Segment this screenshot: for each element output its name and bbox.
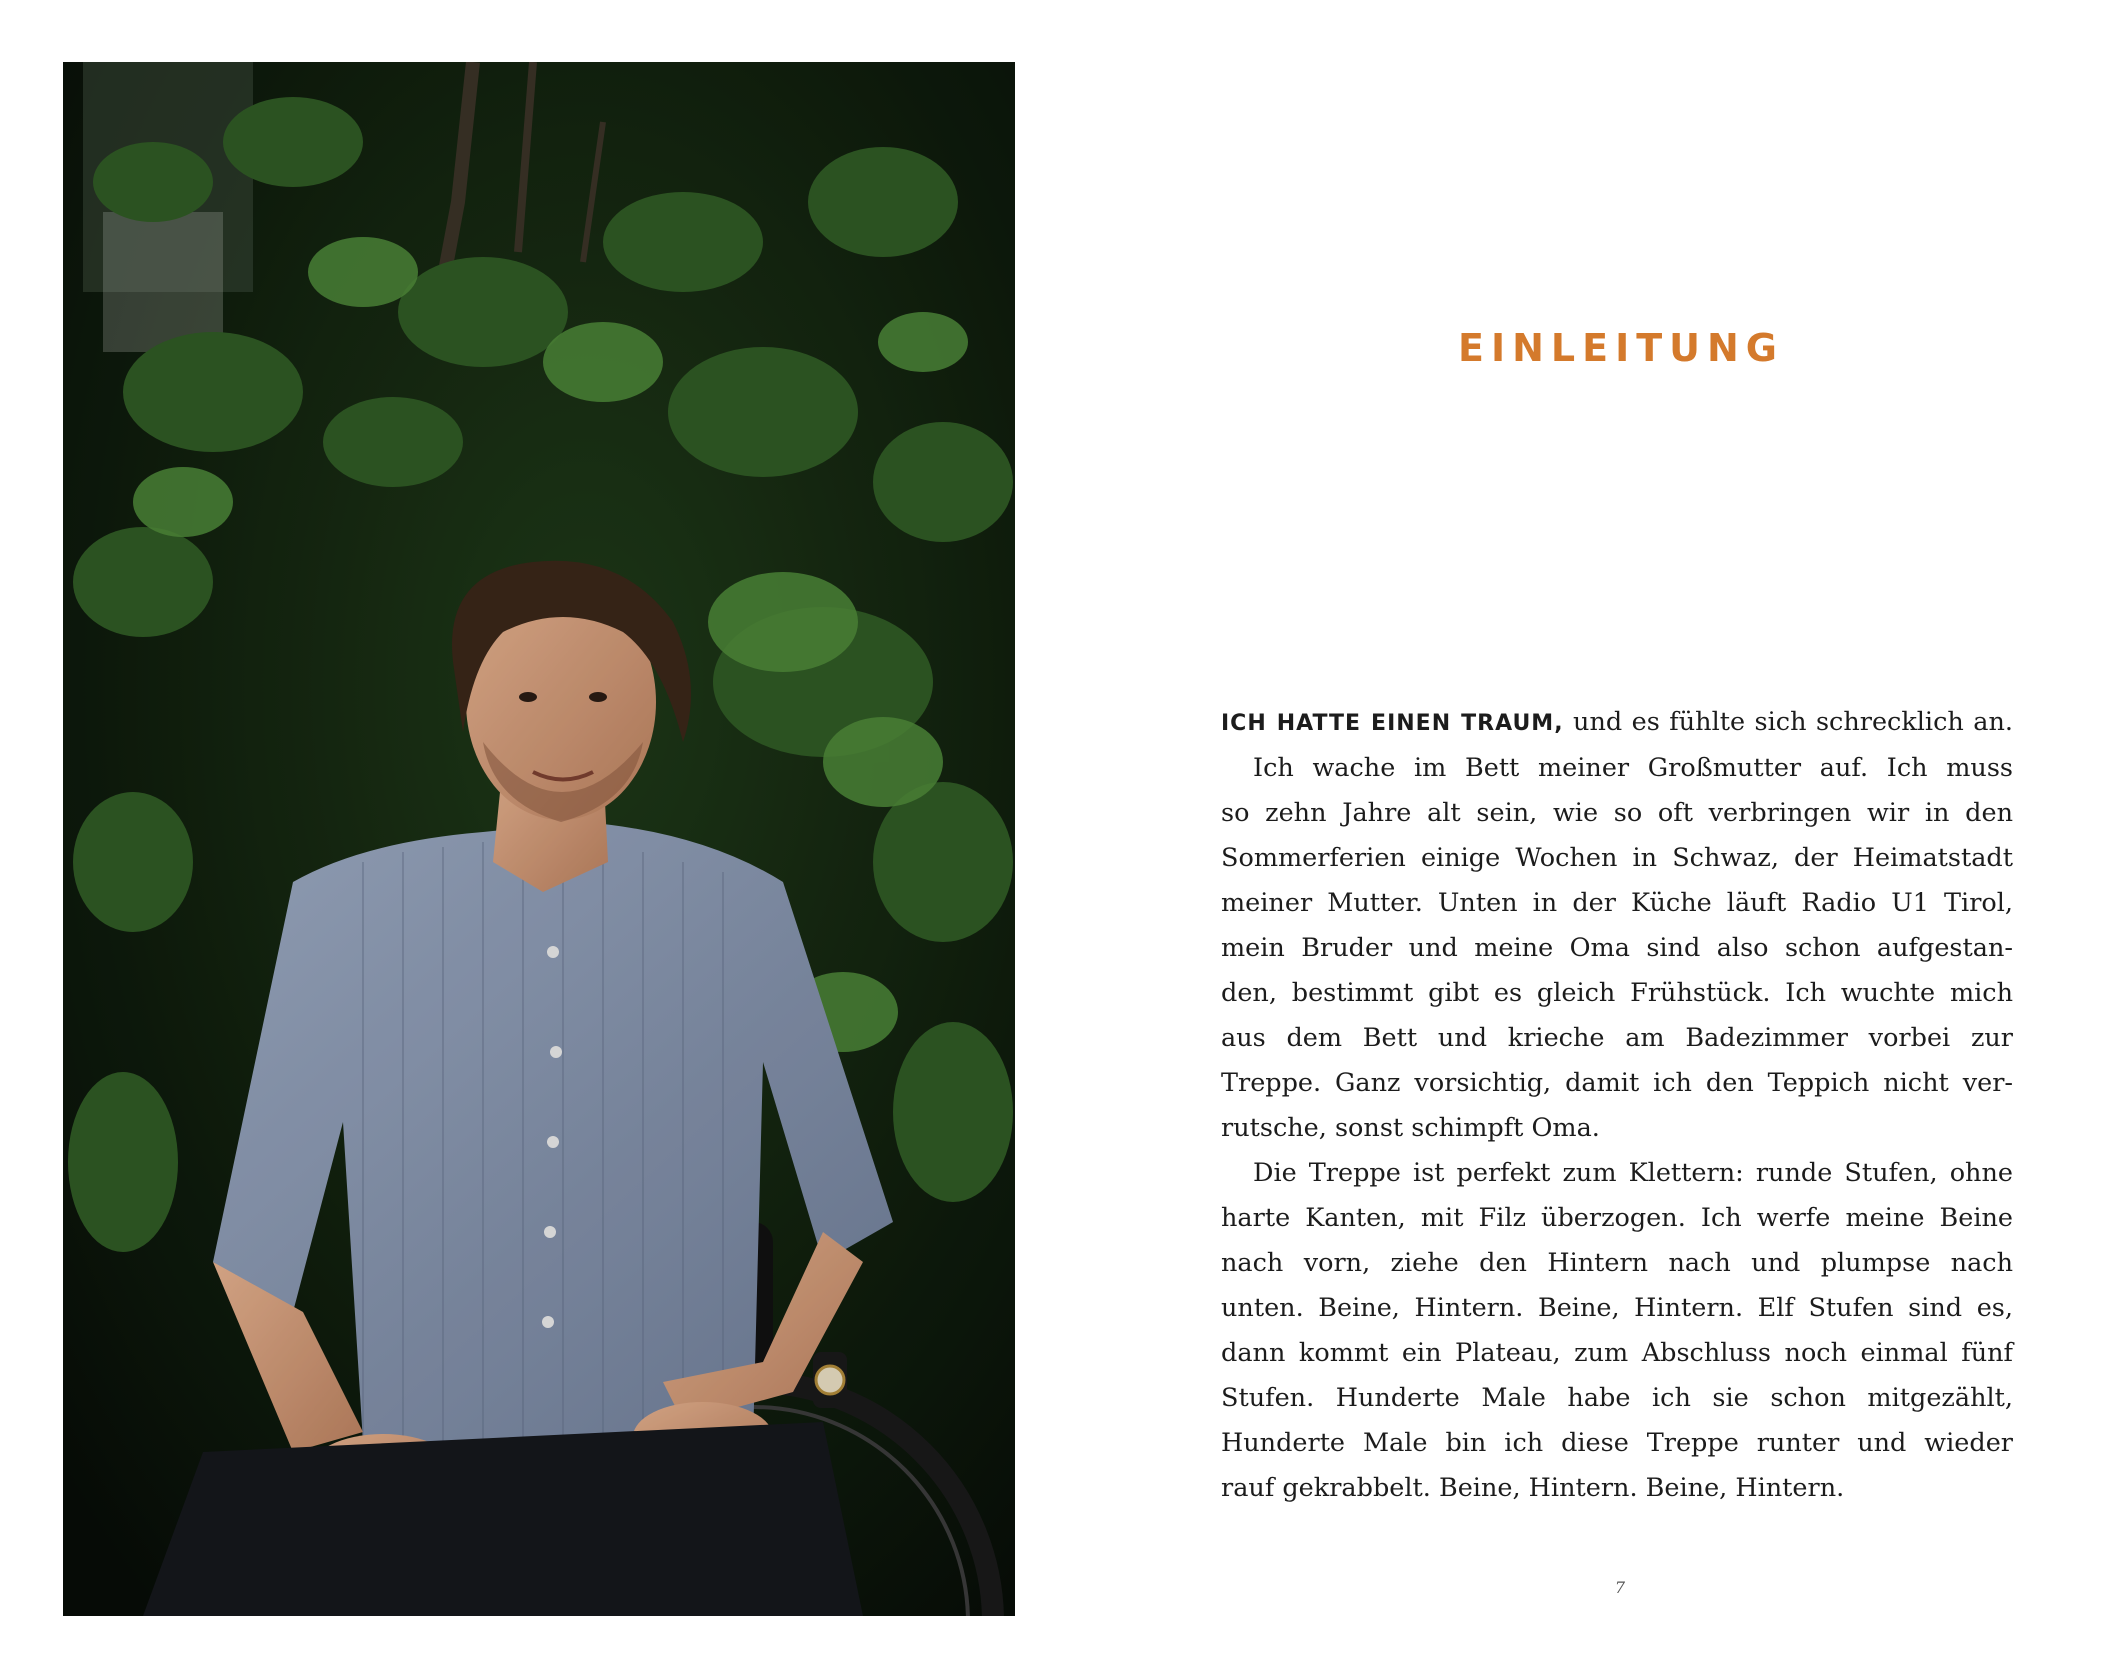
- text-line: rauf gekrabbelt. Beine, Hintern. Beine, Hintern.: [1221, 1473, 1845, 1503]
- text-line: dann kommt ein Plateau, zum Abschluss noch einmal fünf: [1221, 1338, 2013, 1368]
- text-line: harte Kanten, mit Filz überzogen. Ich werfe meine Beine: [1221, 1203, 2013, 1233]
- text-line: Die Treppe ist perfekt zum Klettern: runde Stufen, ohne: [1253, 1158, 2013, 1188]
- text-line: so zehn Jahre alt sein, wie so oft verbringen wir in den: [1221, 798, 2013, 828]
- text-line: den, bestimmt gibt es gleich Frühstück. Ich wuchte mich: [1221, 978, 2013, 1008]
- text-line: nach vorn, ziehe den Hintern nach und plumpse nach: [1221, 1248, 2013, 1278]
- portrait-photo-illustration: [63, 62, 1015, 1616]
- text-line: aus dem Bett und krieche am Badezimmer vorbei zur: [1221, 1023, 2013, 1053]
- text-line: meiner Mutter. Unten in der Küche läuft Radio U1 Tirol,: [1221, 888, 2013, 918]
- lead-in-caps: ICH HATTE EINEN TRAUM,: [1221, 711, 1564, 736]
- page-number: 7: [1614, 1578, 1626, 1597]
- text-line: Sommerferien einige Wochen in Schwaz, der Heimatstadt: [1221, 843, 2013, 873]
- text-line: unten. Beine, Hintern. Beine, Hintern. Elf Stufen sind es,: [1221, 1293, 2013, 1323]
- chapter-title: EINLEITUNG: [1458, 326, 1784, 370]
- portrait-photo: [63, 62, 1015, 1616]
- text-line: Ich wache im Bett meiner Großmutter auf. Ich muss: [1253, 753, 2013, 783]
- text-line: rutsche, sonst schimpft Oma.: [1221, 1113, 1600, 1143]
- chapter-body-text: [1221, 700, 2013, 1511]
- text-line-content: und es fühlte sich schrecklich an.: [1573, 707, 2013, 737]
- text-line: Stufen. Hunderte Male habe ich sie schon mitgezählt,: [1221, 1383, 2013, 1413]
- text-line: Hunderte Male bin ich diese Treppe runter und wieder: [1221, 1428, 2013, 1458]
- text-line: mein Bruder und meine Oma sind also schon aufgestan-: [1221, 933, 2013, 963]
- text-line: Treppe. Ganz vorsichtig, damit ich den Teppich nicht ver-: [1221, 1068, 2013, 1098]
- text-line: [1221, 700, 2013, 746]
